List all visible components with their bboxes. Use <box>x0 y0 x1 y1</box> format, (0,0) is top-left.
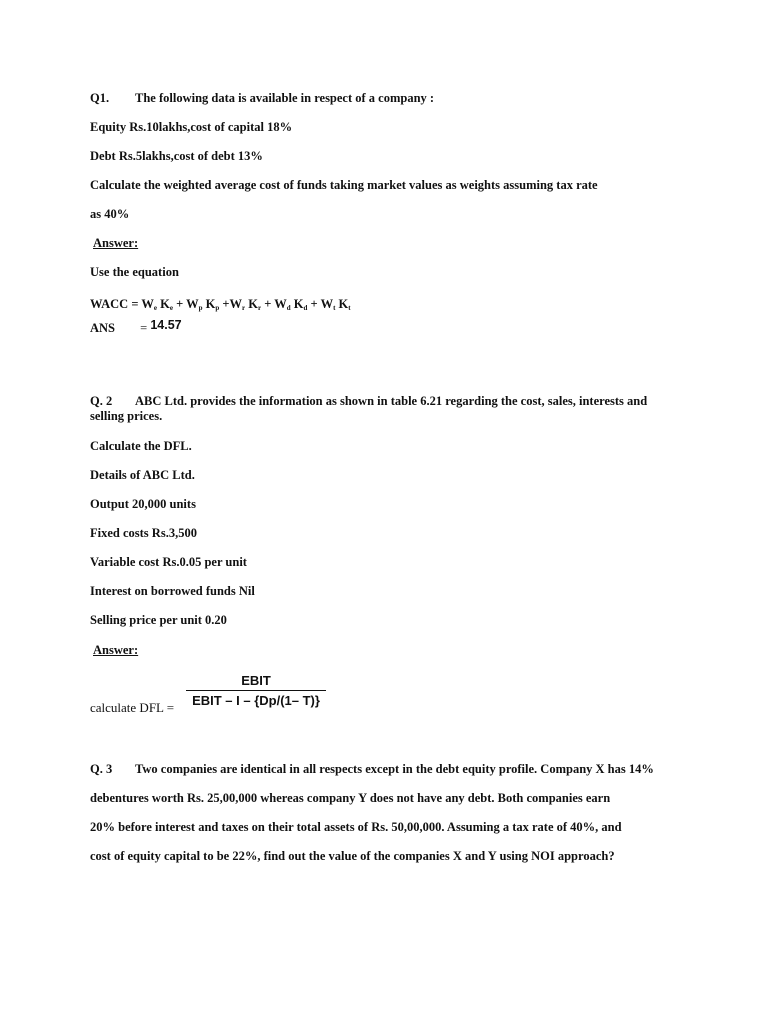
q1-instruction-line2: as 40% <box>90 207 130 221</box>
q2-details: Details of ABC Ltd. <box>90 468 195 482</box>
q2-heading <box>90 394 660 424</box>
q1-use-equation: Use the equation <box>90 265 179 279</box>
q1-instruction-line1: Calculate the weighted average cost of funds taking market values as weights assuming tax rate <box>90 178 598 192</box>
wacc-term-e: $W_e$ $K_e$ <box>141 297 173 312</box>
q2-calculate: Calculate the DFL. <box>90 439 192 453</box>
ans-value: 14.57 <box>150 318 182 332</box>
q2-interest: Interest on borrowed funds Nil <box>90 584 255 598</box>
q3-line4: cost of equity capital to be 22%, find out the value of the companies X and Y using NOI approach? <box>90 849 615 863</box>
wacc-term-t: $W_t$ $K_t$ <box>320 297 351 312</box>
q1-number: Q1. <box>90 91 110 105</box>
wacc-term-p: $W_p$ $K_p$ <box>186 297 220 312</box>
wacc-lhs: WACC <box>90 297 129 311</box>
q3-line1 <box>90 762 654 777</box>
q3-line2: debentures worth Rs. 25,00,000 whereas company Y does not have any debt. Both companies earn <box>90 791 611 805</box>
q3-text: Two companies are identical in all respects except in the debt equity profile. Company X has 14% <box>135 762 654 776</box>
dfl-fraction <box>186 672 326 709</box>
q1-answer-row <box>90 318 182 336</box>
dfl-denominator: EBIT – I – {Dp/(1– T)} <box>192 693 320 708</box>
wacc-equals: = <box>131 297 139 311</box>
q2-text: ABC Ltd. provides the information as shown in table 6.21 regarding the cost, sales, interests and selling prices. <box>90 394 648 423</box>
q3-number: Q. 3 <box>90 762 113 776</box>
q1-answer-label: Answer: <box>93 236 139 250</box>
wacc-term-d: $W_d$ $K_d$ <box>274 297 308 312</box>
q2-selling-price: Selling price per unit 0.20 <box>90 613 227 627</box>
q2-output: Output 20,000 units <box>90 497 196 511</box>
dfl-label: calculate DFL = <box>90 700 175 715</box>
q1-debt: Debt Rs.5lakhs,cost of debt 13% <box>90 149 263 163</box>
q1-equity: Equity Rs.10lakhs,cost of capital 18% <box>90 120 293 134</box>
q2-number: Q. 2 <box>90 394 113 408</box>
ans-label: ANS <box>90 321 116 335</box>
q2-fixed-costs: Fixed costs Rs.3,500 <box>90 526 197 540</box>
wacc-term-r: $W_r$ $K_r$ <box>229 297 262 312</box>
q1-text: The following data is available in respect of a company : <box>135 91 435 105</box>
q1-heading <box>90 91 434 106</box>
q3-line3: 20% before interest and taxes on their total assets of Rs. 50,00,000. Assuming a tax rate of 40%, and <box>90 820 622 834</box>
fraction-bar <box>186 690 326 691</box>
q2-variable-cost: Variable cost Rs.0.05 per unit <box>90 555 247 569</box>
dfl-numerator: EBIT <box>241 673 271 688</box>
ans-equals: = <box>140 321 148 335</box>
wacc-equation: WACC = $W_e$ $K_e + W_p$ $K_p +W_r$ $K_r + W_d$ $K_d + W_t$ $K_t$ <box>90 297 351 312</box>
q2-answer-label: Answer: <box>93 643 139 657</box>
